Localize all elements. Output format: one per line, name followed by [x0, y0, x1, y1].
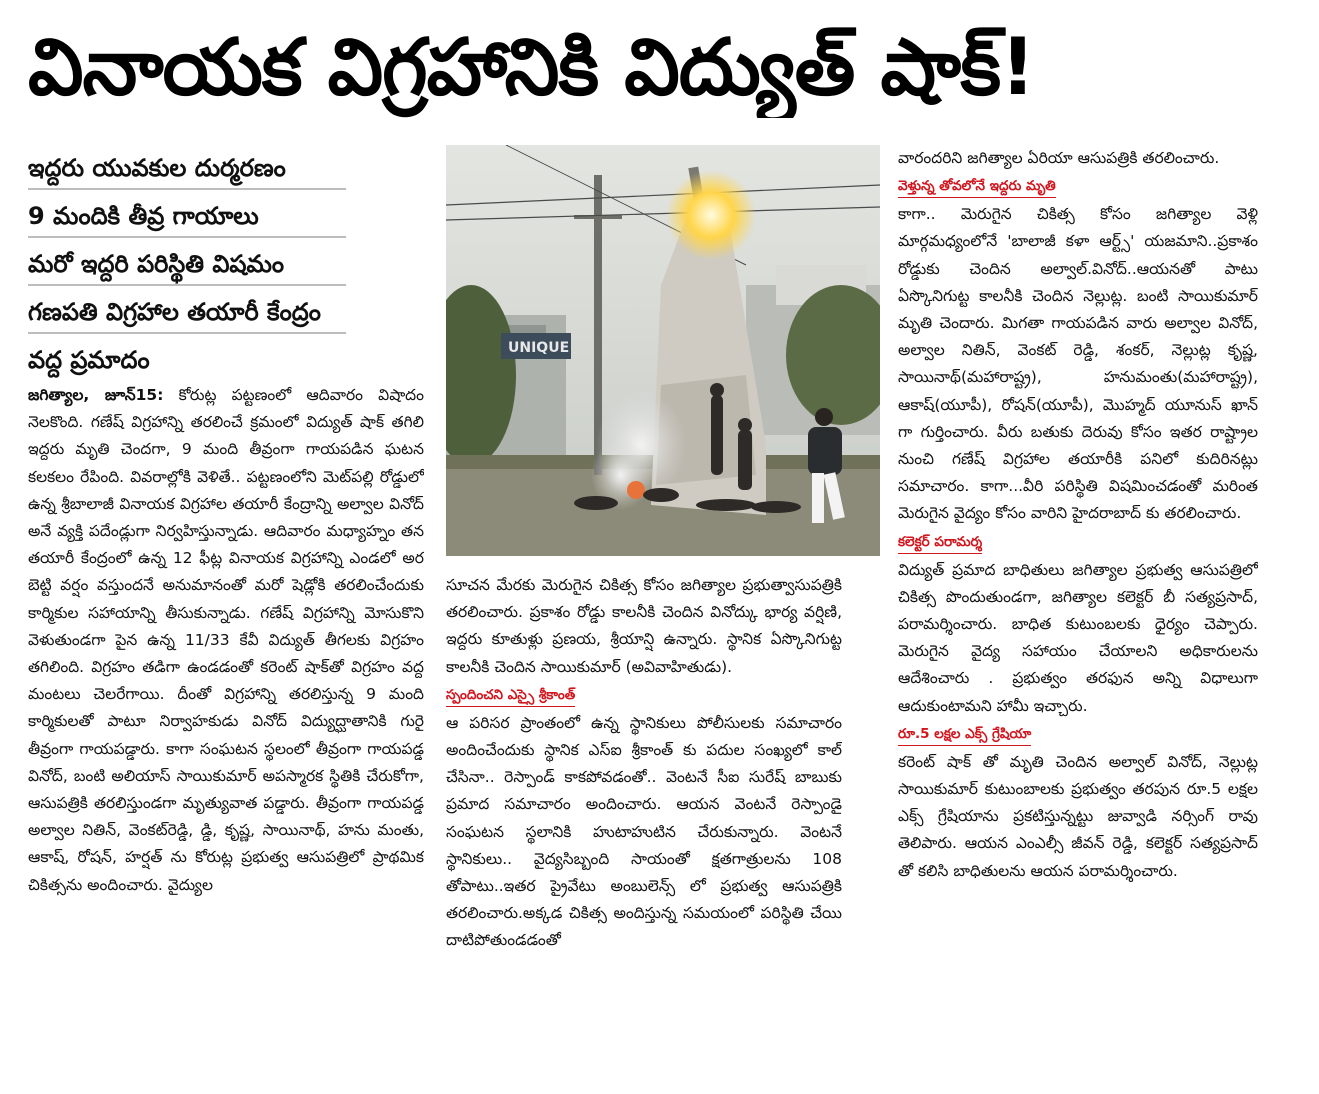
col1-paragraph: [28, 382, 424, 899]
subhead-ex-gratia: రూ.5 లక్షల ఎక్స్ గ్రేషియా: [898, 723, 1031, 746]
deck-line-1: ఇద్దరు యువకుల దుర్మరణం: [28, 148, 346, 190]
col3-paragraph-4: కరెంట్ షాక్ తో మృతి చెందిన అల్వాల్ వినోద్, నెల్లుట్ల సాయికుమార్ కుటుంబాలకు ప్రభుత్వం తరపున రూ.5 లక్షల ఎక్స్ గ్రేషియాను ప్రకటిస్తున్నట్టు జువ్వాడి నర్సింగ్ రావు తెలిపారు. ఆయన ఎంఎల్సీ జీవన్ రెడ్డి, కలెక్టర్ సత్యప్రసాద్ తో కలిసి బాధితులను ఆయన పరామర్శించారు.: [898, 752, 1258, 880]
news-photo: [446, 145, 880, 556]
article-column-2: [446, 572, 842, 1022]
deck-line-4: గణపతి విగ్రహాల తయారీ కేంద్రం: [28, 292, 346, 334]
deck-headlines: [28, 148, 346, 386]
col2-paragraph-1: సూచన మేరకు మెరుగైన చికిత్స కోసం జగిత్యాల ప్రభుత్వాసుపత్రికి తరలించారు. ప్రకాశం రోడ్డు కాలనీకి చెందిన వినోద్కు భార్య వర్షిణి, ఇద్దరు కూతుళ్లు ప్రణయ, శ్రీయాన్షి ఉన్నారు. స్థానిక ఏస్కొనిగుట్ట కాలనీకి చెందిన సాయికుమార్ (అవివాహితుడు).: [446, 576, 842, 676]
accident-scene-illustration: [446, 145, 880, 556]
subhead-collector-visit: కలెక్టర్ పరామర్శ: [898, 531, 982, 554]
col1-body: కోరుట్ల పట్టణంలో ఆదివారం విషాదం నెలకొంది. గణేష్ విగ్రహాన్ని తరలించే క్రమంలో విద్యుత్ షాక్ తగిలి ఇద్దరు మృతి చెందగా, 9 మంది తీవ్రంగా గాయపడిన ఘటన కలకలం రేపింది. వివరాల్లోకి వెళితే.. పట్టణంలోని మెట్‌పల్లి రోడ్డులో ఉన్న శ్రీబాలాజీ వినాయక విగ్రహాల తయారీ కేంద్రాన్ని అల్వాల వినోద్ అనే వ్యక్తి పదేండ్లుగా నిర్వహిస్తున్నాడు. ఆదివారం మధ్యాహ్నం తన తయారీ కేంద్రంలో ఉన్న 12 ఫీట్ల వినాయక విగ్రహాన్ని ఎండలో అర బెట్టి వర్షం వస్తుందనే అనుమానంతో మరో షెడ్లోకి తరలించేందుకు కార్మికుల సహాయాన్ని తీసుకున్నాడు. గణేష్ విగ్రహాన్ని మోసుకొని వెళుతుండగా పైన ఉన్న 11/33 కేవీ విద్యుత్ తీగలకు విగ్రహం తగిలింది. విగ్రహం తడిగా ఉండడంతో కరెంట్ షాక్‌తో విగ్రహం వద్ద మంటలు చెలరేగాయి. దీంతో విగ్రహాన్ని తరలిస్తున్న 9 మంది కార్మికులతో పాటూ నిర్వాహకుడు వినోద్ విద్యుద్ఘాతానికి గురై తీవ్రంగా గాయపడ్డారు. కాగా సంఘటన స్థలంలో తీవ్రంగా గాయపడ్డ వినోద్, బంటి అలియాస్ సాయికుమార్ అపస్మారక స్థితికి చేరుకోగా, ఆసుపత్రికి తరలిస్తుండగా మృత్యువాత పడ్డారు. తీవ్రంగా గాయపడ్డ అల్వాల నితిన్, వెంకట్‌రెడ్డి, డ్డి, కృష్ణ, సాయినాథ్, హను మంతు, ఆకాష్, రోషన్, హర్షత్ ను కోరుట్ల ప్రభుత్వ ఆసుపత్రిలో ప్రాథమిక చికిత్సను అందించారు. వైద్యుల: [28, 386, 424, 894]
col3-paragraph-3: విద్యుత్ ప్రమాద బాధితులు జగిత్యాల ప్రభుత్వ ఆసుపత్రిలో చికిత్స పొందుతుండగా, జగిత్యాల కలెక్టర్ బీ సత్యప్రసాద్, పరామర్శించారు. బాధిత కుటుంబలకు ధైర్యం చెప్పారు. మెరుగైన వైద్య సహాయం చేయాలని అధికారులను ఆదేశించారు . ప్రభుత్వం తరఫున అన్ని విధాలుగా ఆదుకుంటామని హామీ ఇచ్చారు.: [898, 560, 1258, 715]
article-column-3: [898, 145, 1258, 1025]
headline: వినాయక విగ్రహానికి విద్యుత్ షాక్!: [28, 23, 1035, 113]
col3-paragraph-1: వారందరిని జగిత్యాల ఏరియా ఆసుపత్రికి తరలించారు.: [898, 149, 1220, 167]
shop-sign-text: UNIQUE: [508, 340, 570, 356]
subhead-two-died-en-route: వెళ్తున్న తోవలోనే ఇద్దరు మృతి: [898, 175, 1056, 198]
col2-paragraph-2: ఆ పరిసర ప్రాంతంలో ఉన్న స్థానికులు పోలీసులకు సమాచారం అందించేందుకు స్థానిక ఎస్ఐ శ్రీకాంత్ కు పదుల సంఖ్యలో కాల్ చేసినా.. రెస్పాండ్ కాకపోవడంతో.. వెంటనే సీఐ సురేష్ బాబుకు ప్రమాద సమాచారం అందించారు. ఆయన వెంటనే రెస్పాండై సంఘటన స్థలానికి హుటాహుటిన చేరుకున్నారు. వెంటనే స్థానికులు.. వైద్యసిబ్బంది సాయంతో క్షతగాత్రులను 108 తోపాటు..ఇతర ప్రైవేటు అంబులెన్స్ లో ప్రభుత్వ ఆసుపత్రికి తరలించారు.అక్కడ చికిత్స అందిస్తున్న సమయంలో పరిస్థితి చేయి దాటిపోతుండడంతో: [446, 713, 842, 950]
col3-paragraph-2: కాగా.. మెరుగైన చికిత్స కోసం జగిత్యాల వెళ్లి మార్గమధ్యంలోనే 'బాలాజీ కళా ఆర్ట్స్' యజమాని..ప్రకాశం రోడ్డుకు చెందిన అల్వాల్.వినోద్..ఆయనతో పాటు ఏస్కొనిగుట్ట కాలనీకి చెందిన నెల్లుట్ల. బంటి సాయికుమార్ మృతి చెందారు. మిగతా గాయపడిన వారు అల్వాల వినోద్, అల్వాల నితిన్, వెంకట్ రెడ్డి, శంకర్, నెల్లుట్ల కృష్ణ, సాయినాథ్(మహారాష్ట్ర), హనుమంతు(మహారాష్ట్ర), ఆకాష్(యూపీ), రోషన్(యూపీ), మొహ్మద్ యూనుస్ ఖాన్ గా గుర్తించారు. వీరు బతుకు దెరువు కోసం ఇతర రాష్ట్రాల నుంచి గణేష్ విగ్రహాల తయారీకి పనిలో కుదిరినట్లు సమాచారం. కాగా...వీరి పరిస్థితి విషమించడంతో మరింత మెరుగైన వైద్యం కోసం వారిని హైదరాబాద్ కు తరలించారు.: [898, 205, 1258, 523]
deck-line-3: మరో ఇద్దరి పరిస్థితి విషమం: [28, 244, 346, 286]
subhead-si-not-responding: స్పందించని ఎస్సై శ్రీకాంత్: [446, 684, 575, 707]
article-column-1: [28, 382, 424, 1022]
deck-line-5: వద్ద ప్రమాదం: [28, 346, 150, 374]
dateline: జగిత్యాల, జూన్15:: [28, 386, 164, 404]
electric-flash: [666, 170, 756, 260]
deck-line-2: 9 మందికి తీవ్ర గాయాలు: [28, 196, 346, 238]
